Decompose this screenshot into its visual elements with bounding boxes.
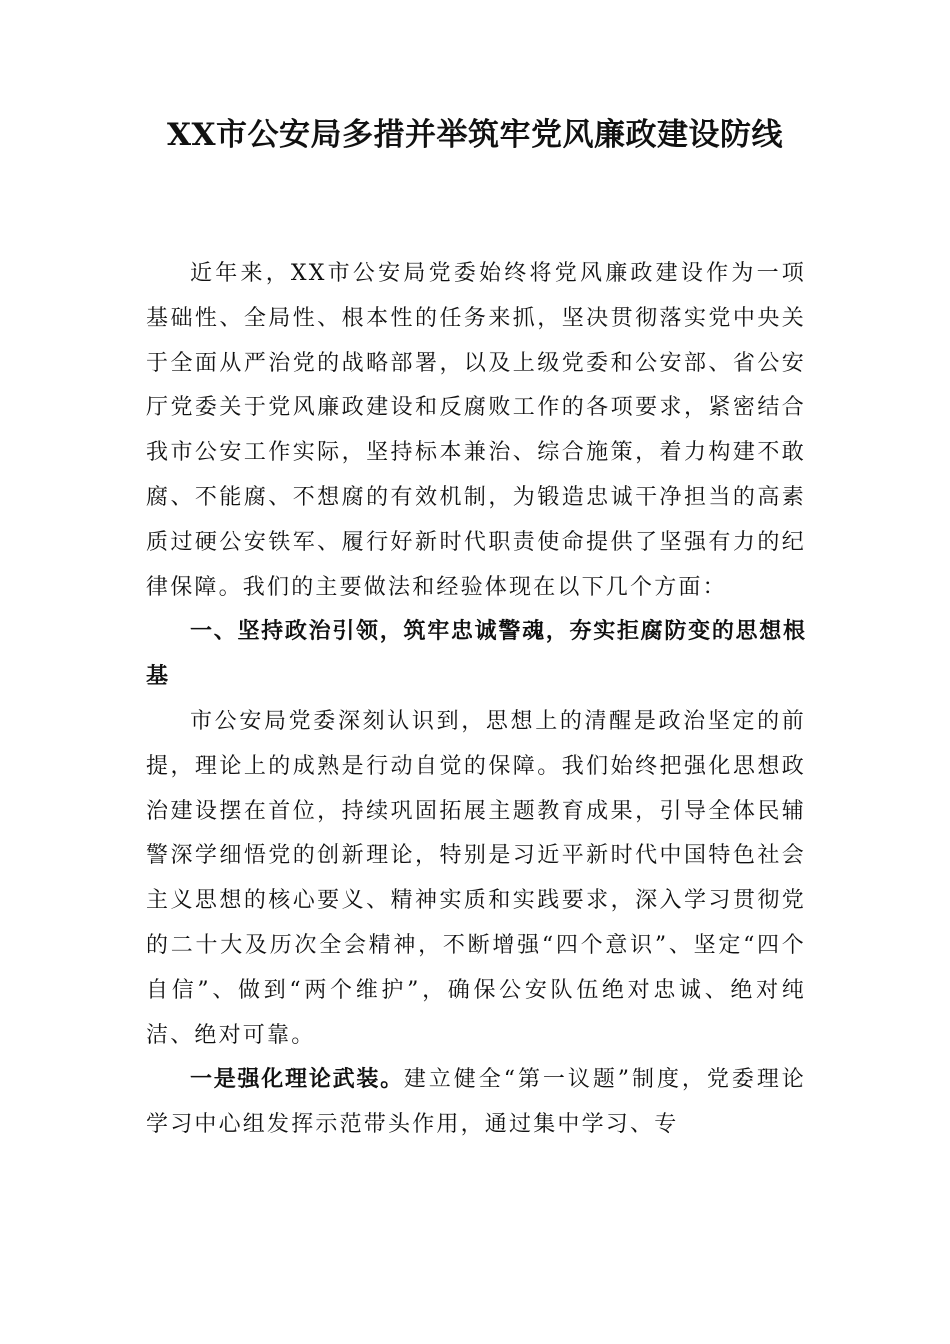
item-paragraph [146, 1058, 806, 1148]
intro-paragraph: 近年来，XX市公安局党委始终将党风廉政建设作为一项基础性、全局性、根本性的任务来抓，坚决贯彻落实党中央关于全面从严治党的战略部署，以及上级党委和公安部、省公安厅党委关于党风廉政建设和反腐败工作的各项要求，紧密结合我市公安工作实际，坚持标本兼治、综合施策，着力构建不敢腐、不能腐、不想腐的有效机制，为锻造忠诚干净担当的高素质过硬公安铁军、履行好新时代职责使命提供了坚强有力的纪律保障。我们的主要做法和经验体现在以下几个方面： [146, 261, 806, 600]
item-text: 建立健全“第一议题”制度，党委理论学习中心组发挥示范带头作用，通过集中学习、专 [146, 1067, 806, 1138]
item-lead: 一是强化理论武装。 [190, 1067, 404, 1093]
section-paragraph: 市公安局党委深刻认识到，思想上的清醒是政治坚定的前提，理论上的成熟是行动自觉的保障。我们始终把强化思想政治建设摆在首位，持续巩固拓展主题教育成果，引导全体民辅警深学细悟党的创新理论，特别是习近平新时代中国特色社会主义思想的核心要义、精神实质和实践要求，深入学习贯彻党的二十大及历次全会精神，不断增强“四个意识”、坚定“四个自信”、做到“两个维护”，确保公安队伍绝对忠诚、绝对纯洁、绝对可靠。 [146, 708, 806, 1048]
section-heading: 一、坚持政治引领，筑牢忠诚警魂，夯实拒腐防变的思想根基 [146, 619, 806, 690]
document-title: XX市公安局多措并举筑牢党风廉政建设防线 [166, 117, 784, 153]
document-body [146, 252, 806, 1148]
